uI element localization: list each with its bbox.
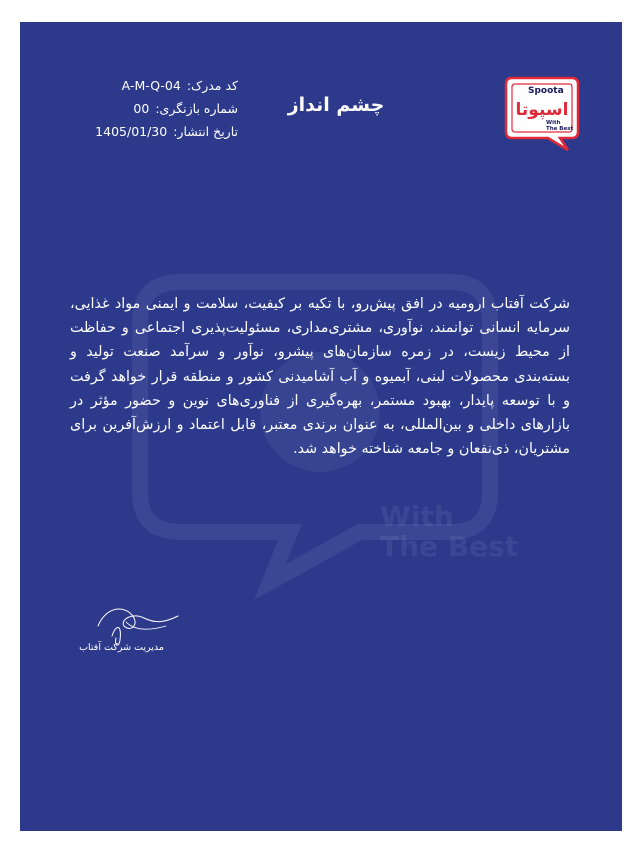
watermark-text-line2: The Best xyxy=(380,530,519,563)
logo-latin-name: Spoota xyxy=(528,86,564,96)
logo-persian-name: اسپوتا xyxy=(515,100,569,120)
document-meta xyxy=(48,74,238,143)
logo-tagline-line1: With xyxy=(546,120,561,126)
logo-tagline-line2: The Best xyxy=(546,126,574,132)
meta-label: تاریخ انتشار: xyxy=(173,124,238,139)
meta-row-date xyxy=(48,120,238,143)
meta-value: A-M-Q-04 xyxy=(121,78,181,93)
watermark-text-line1: With xyxy=(380,500,454,533)
meta-label: کد مدرک: xyxy=(186,78,238,93)
vision-paragraph: شرکت آفتاب ارومیه در افق پیش‌رو، با تکیه بر کیفیت، سلامت و ایمنی مواد غذایی، سرمایه انسانی توانمند، نوآوری، مشتری‌مداری، مسئولیت‌پذیری اجتماعی و حفاظت از محیط زیست، در زمره سازمان‌های پیشرو، نوآور و سرآمد صنعت تولید و بسته‌بندی محصولات لبنی، آبمیوه و آب آشامیدنی کشور و منطقه قرار خواهد گرفت و با توسعه پایدار، بهبود مستمر، بهره‌گیری از فناوری‌های نوین و حضور مؤثر در بازارهای داخلی و بین‌المللی، به عنوان برندی معتبر، قابل اعتماد و ارزش‌آفرین برای مشتریان، ذی‌نفعان و جامعه شناخته خواهد شد. xyxy=(70,296,570,458)
meta-row-code xyxy=(48,74,238,97)
meta-value: 00 xyxy=(133,101,150,116)
page-title: چشم انداز xyxy=(287,94,385,116)
meta-value: 1405/01/30 xyxy=(95,124,168,139)
meta-row-revision xyxy=(48,97,238,120)
content-panel xyxy=(20,22,622,831)
meta-label: شماره بازنگری: xyxy=(155,101,238,116)
signature-caption: مدیریت شرکت آفتاب xyxy=(79,642,164,653)
brand-logo xyxy=(502,74,582,154)
